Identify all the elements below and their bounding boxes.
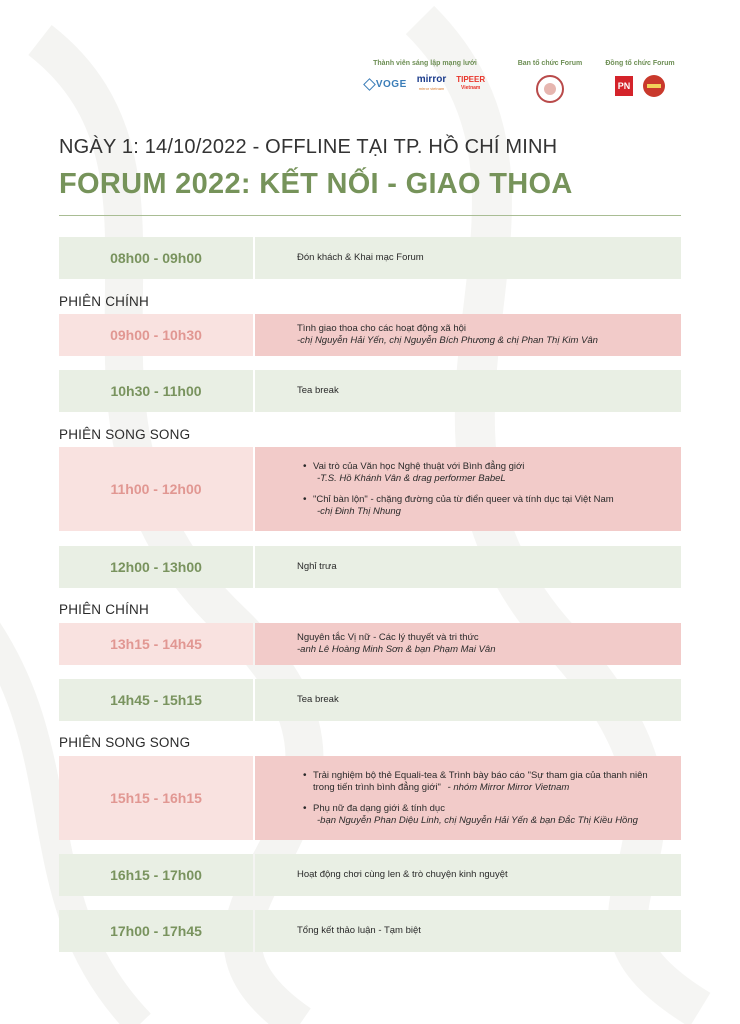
time-slot: 15h15 - 16h15 (59, 756, 253, 840)
session-speakers: - nhóm Mirror Mirror Vietnam (444, 781, 570, 793)
agenda-row (59, 314, 681, 356)
forum-title: FORUM 2022: KẾT NỐI - GIAO THOA (59, 168, 573, 200)
session-content (255, 854, 681, 896)
agenda-row (59, 447, 681, 531)
time-slot: 11h00 - 12h00 (59, 447, 253, 531)
session-title: • Vai trò của Văn học Nghệ thuật với Bình đẳng giới (313, 460, 525, 472)
session-title: • "Chỉ bàn lộn" - chặng đường của từ điển queer và tính dục tại Việt Nam (313, 493, 614, 505)
agenda-row (59, 546, 681, 588)
section-label: PHIÊN CHÍNH (59, 294, 149, 309)
session-title-continued: trong tiến trình bình đẳng giới" - nhóm Mirror Mirror Vietnam (313, 781, 570, 793)
day-heading: NGÀY 1: 14/10/2022 - OFFLINE TẠI TP. HỒ CHÍ MINH (59, 136, 558, 158)
founders-group (350, 60, 500, 93)
partner-logos (350, 60, 690, 110)
list-item (303, 770, 681, 794)
agenda-row (59, 854, 681, 896)
agenda-row (59, 756, 681, 840)
title-divider (59, 215, 681, 216)
session-speakers: -anh Lê Hoàng Minh Sơn & bạn Phạm Mai Vân (297, 644, 496, 655)
session-content (255, 237, 681, 279)
mirror-logo: mirror mirror vietnam (416, 74, 447, 91)
agenda-row (59, 679, 681, 721)
agenda-row (59, 623, 681, 665)
session-title: Đón khách & Khai mạc Forum (297, 252, 424, 263)
time-slot: 09h00 - 10h30 (59, 314, 253, 356)
agenda-row (59, 370, 681, 412)
section-label: PHIÊN SONG SONG (59, 735, 191, 750)
session-content (255, 623, 681, 665)
session-speakers: -chị Nguyễn Hải Yến, chị Nguyễn Bích Phương & chị Phan Thị Kim Vân (297, 335, 598, 346)
session-title: Tea break (297, 694, 339, 705)
session-title: Nghỉ trưa (297, 561, 337, 572)
section-label: PHIÊN SONG SONG (59, 427, 191, 442)
university-seal-logo (536, 75, 564, 103)
list-item (303, 494, 681, 518)
session-content (255, 546, 681, 588)
parallel-sessions-list (297, 461, 681, 518)
tipeer-logo: TIPEER Vietnam (456, 75, 486, 91)
time-slot: 17h00 - 17h45 (59, 910, 253, 952)
time-slot: 13h15 - 14h45 (59, 623, 253, 665)
time-slot: 10h30 - 11h00 (59, 370, 253, 412)
session-title: • Phụ nữ đa dạng giới & tính dục (313, 802, 445, 814)
list-item (303, 461, 681, 485)
session-title: Tình giao thoa cho các hoạt động xã hội (297, 323, 467, 334)
session-title: • Trải nghiệm bộ thẻ Equali-tea & Trình bày báo cáo "Sự tham gia của thanh niên (313, 769, 648, 781)
session-content (255, 910, 681, 952)
time-slot: 16h15 - 17h00 (59, 854, 253, 896)
session-title: Tổng kết thảo luận - Tạm biệt (297, 925, 421, 936)
session-speakers: -chị Đinh Thị Nhung (317, 505, 401, 517)
session-title: Nguyên tắc Vị nữ - Các lý thuyết và tri thức (297, 632, 479, 643)
time-slot: 14h45 - 15h15 (59, 679, 253, 721)
founders-caption: Thành viên sáng lập mạng lưới (373, 60, 477, 67)
pn-logo: PN (615, 76, 633, 96)
agenda-row (59, 910, 681, 952)
coorganizer-group (600, 60, 680, 97)
list-item (303, 803, 681, 827)
session-content (255, 447, 681, 531)
voge-logo: VOGE (365, 79, 407, 90)
coorganizer-caption: Đồng tổ chức Forum (605, 60, 675, 67)
session-content (255, 370, 681, 412)
session-speakers: -bạn Nguyễn Phan Diệu Linh, chị Nguyễn Hải Yến & bạn Đắc Thị Kiều Hồng (317, 814, 638, 826)
session-speakers: -T.S. Hồ Khánh Vân & drag performer BabeL (317, 472, 506, 484)
session-content (255, 314, 681, 356)
session-content (255, 679, 681, 721)
parallel-sessions-list (297, 770, 681, 827)
session-title: Hoạt động chơi cùng len & trò chuyện kinh nguyệt (297, 869, 508, 880)
agenda-row (59, 237, 681, 279)
time-slot: 08h00 - 09h00 (59, 237, 253, 279)
session-content (255, 756, 681, 840)
circle-partner-logo (643, 75, 665, 97)
organizer-group (510, 60, 590, 103)
time-slot: 12h00 - 13h00 (59, 546, 253, 588)
session-title: Tea break (297, 385, 339, 396)
organizer-caption: Ban tổ chức Forum (517, 60, 583, 67)
section-label: PHIÊN CHÍNH (59, 602, 149, 617)
